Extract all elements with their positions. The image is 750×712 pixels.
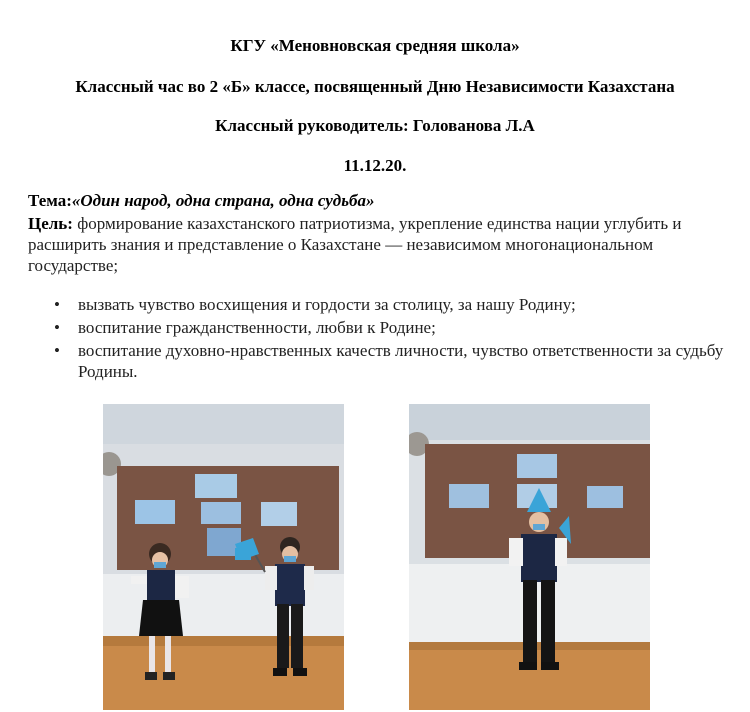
topic-text: «Один народ, одна страна, одна судьба» bbox=[71, 191, 375, 210]
photo-illustration-left bbox=[103, 404, 344, 710]
event-date: 11.12.20. bbox=[343, 156, 407, 175]
event-title: Классный час во 2 «Б» классе, посвященный Дню Независимости Казахстана bbox=[75, 77, 675, 96]
bullet-icon: • bbox=[54, 318, 60, 337]
bullet-icon: • bbox=[54, 341, 60, 360]
topic-line bbox=[28, 191, 375, 211]
goal-label: Цель: bbox=[28, 214, 73, 233]
list-item bbox=[28, 294, 728, 315]
goal-text: формирование казахстанского патриотизма, укрепление единства нации углубить и расширить знания и представление о Казахстане — независимом многонациональном государстве; bbox=[28, 214, 682, 275]
bullet-icon: • bbox=[54, 295, 60, 314]
list-item-text: воспитание гражданственности, любви к Родине; bbox=[78, 318, 436, 337]
list-item bbox=[28, 317, 728, 338]
list-item-text: воспитание духовно-нравственных качеств личности, чувство ответственности за судьбу Родины. bbox=[78, 341, 724, 381]
photo-illustration-right bbox=[409, 404, 650, 710]
class-photo-right bbox=[409, 404, 650, 710]
list-item bbox=[28, 340, 728, 382]
school-name: КГУ «Меновновская средняя школа» bbox=[230, 36, 520, 55]
goal-paragraph bbox=[28, 213, 728, 276]
list-item-text: вызвать чувство восхищения и гордости за столицу, за нашу Родину; bbox=[78, 295, 576, 314]
goals-list bbox=[28, 294, 728, 384]
topic-label: Тема: bbox=[28, 191, 72, 210]
teacher-line: Классный руководитель: Голованова Л.А bbox=[215, 116, 535, 135]
class-photo-left bbox=[103, 404, 344, 710]
